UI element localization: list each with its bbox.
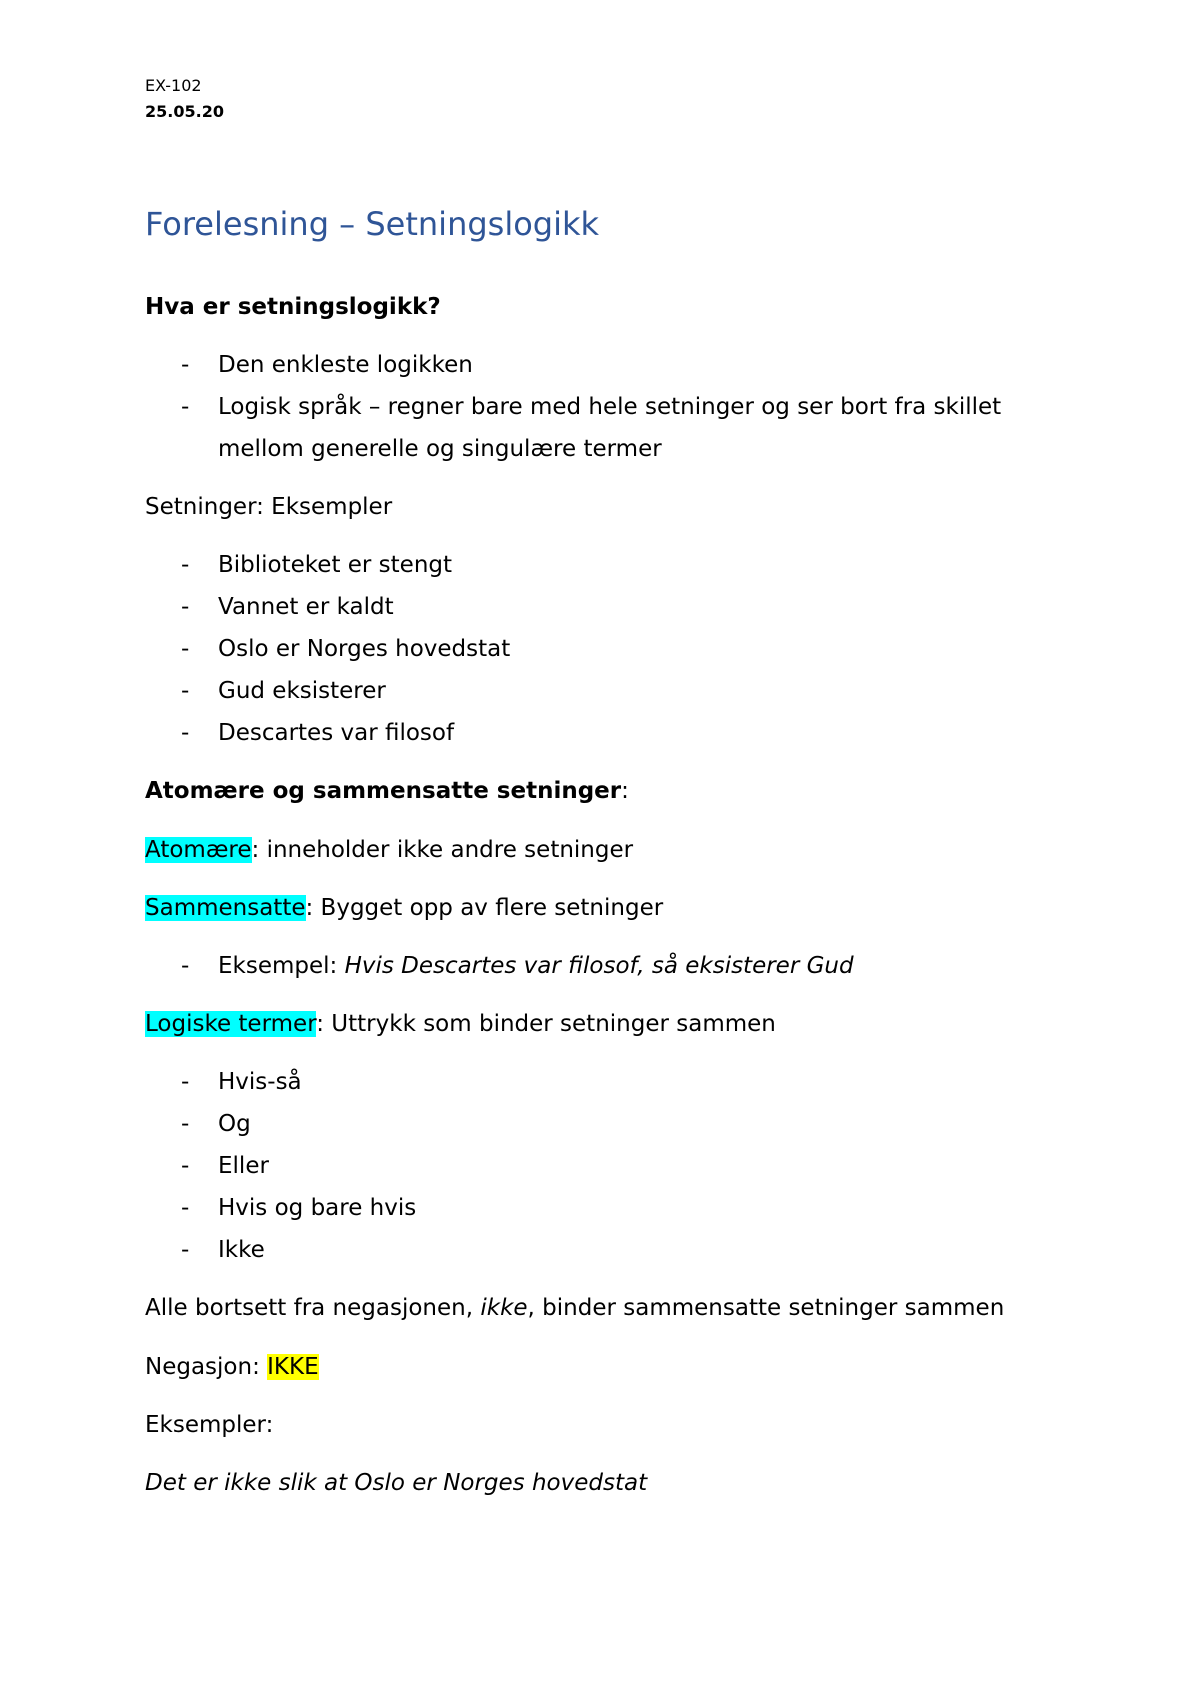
section-heading-atomic	[145, 776, 629, 806]
negation-note-pre: Alle bortsett fra negasjonen,	[145, 1295, 481, 1321]
bullet-dash: -	[181, 636, 190, 662]
section-heading-atomic-text: Atomære og sammensatte setninger	[145, 778, 622, 804]
bullet-dash: -	[181, 953, 190, 979]
example-label: Eksempel:	[218, 953, 345, 979]
highlighted-term: Logiske termer	[145, 1011, 317, 1037]
bullet-dash: -	[181, 552, 190, 578]
negation-note-post: , binder sammensatte setninger sammen	[527, 1295, 1005, 1321]
list-item-text: Hvis-så	[218, 1069, 302, 1095]
course-code: EX-102	[145, 76, 202, 95]
bullet-dash: -	[181, 678, 190, 704]
list-item-text	[218, 951, 854, 981]
list-item-text: Logisk språk – regner bare med hele setninger og ser bort fra skillet	[218, 394, 1002, 420]
list-item-text: Hvis og bare hvis	[218, 1195, 417, 1221]
examples-label: Eksempler:	[145, 1412, 274, 1438]
section-heading-what: Hva er setningslogikk?	[145, 294, 441, 320]
section-heading-examples: Setninger: Eksempler	[145, 494, 393, 520]
list-item-text: Descartes var filosof	[218, 720, 455, 746]
definition-logical-terms	[145, 1009, 776, 1039]
list-item-text: Ikke	[218, 1237, 265, 1263]
highlighted-term: Sammensatte	[145, 895, 306, 921]
bullet-dash: -	[181, 1237, 190, 1263]
list-item-text: Oslo er Norges hovedstat	[218, 636, 511, 662]
negation-note-italic: ikke	[480, 1295, 528, 1321]
example-sentence: Hvis Descartes var filosof, så eksisterer Gud	[344, 953, 854, 979]
list-item-text: Biblioteket er stengt	[218, 552, 453, 578]
bullet-dash: -	[181, 1153, 190, 1179]
list-item-text: Gud eksisterer	[218, 678, 386, 704]
document-date: 25.05.20	[145, 102, 224, 121]
highlighted-term: IKKE	[267, 1354, 319, 1380]
definition-text: : inneholder ikke andre setninger	[251, 837, 634, 863]
bullet-dash: -	[181, 394, 190, 420]
definition-text: : Uttrykk som binder setninger sammen	[316, 1011, 776, 1037]
definition-text: : Bygget opp av flere setninger	[305, 895, 664, 921]
definition-compound	[145, 893, 663, 923]
heading-colon: :	[621, 778, 629, 804]
definition-atomic	[145, 835, 633, 865]
bullet-dash: -	[181, 594, 190, 620]
list-item-text: mellom generelle og singulære termer	[218, 436, 662, 462]
negation-label: Negasjon:	[145, 1354, 268, 1380]
bullet-dash: -	[181, 720, 190, 746]
negation-definition	[145, 1352, 319, 1382]
bullet-dash: -	[181, 1111, 190, 1137]
bullet-dash: -	[181, 352, 190, 378]
bullet-dash: -	[181, 1069, 190, 1095]
negation-example: Det er ikke slik at Oslo er Norges hovedstat	[145, 1470, 648, 1496]
list-item-text: Den enkleste logikken	[218, 352, 473, 378]
negation-note	[145, 1293, 1004, 1323]
list-item-text: Vannet er kaldt	[218, 594, 394, 620]
list-item-text: Og	[218, 1111, 251, 1137]
document-title: Forelesning – Setningslogikk	[145, 205, 600, 243]
bullet-dash: -	[181, 1195, 190, 1221]
highlighted-term: Atomære	[145, 837, 252, 863]
list-item-text: Eller	[218, 1153, 269, 1179]
